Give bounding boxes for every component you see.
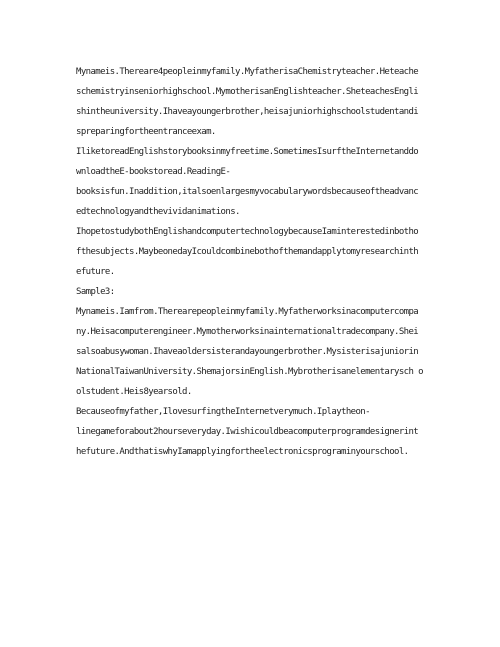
text-line: Becauseofmyfather,IlovesurfingtheInternetverymuch.Iplaytheon- <box>76 407 370 417</box>
text-line: salsoabusywoman.Ihaveaoldersisterandayoungerbrother.Mysisterisajuniorin <box>76 347 419 357</box>
text-line: wnloadtheE-bookstoread.ReadingE- <box>76 167 231 177</box>
text-line: NationalTaiwanUniversity.ShemajorsinEnglish.Mybrotherisanelementarysch o <box>76 367 423 377</box>
section-heading: Sample3: <box>76 287 115 297</box>
text-line: linegameforabout2hourseveryday.Iwishicouldbeacomputerprogramdesignerint <box>76 427 419 437</box>
text-line: olstudent.Heis8yearsold. <box>76 387 192 397</box>
text-line: spreparingfortheentranceexam. <box>76 127 216 137</box>
text-line: IliketoreadEnglishstorybooksinmyfreetime.SometimesIsurftheInternetanddo <box>76 147 419 157</box>
document-body <box>76 62 426 462</box>
text-line: fthesubjects.MaybeonedayIcouldcombinebothofthemandapplytomyresearchinth <box>76 247 419 257</box>
text-line: IhopetostudybothEnglishandcomputertechnologybecauseIaminterestedinbotho <box>76 227 419 237</box>
text-line: edtechnologyandthevividanimations. <box>76 207 240 217</box>
text-line: Mynameis.Thereare4peopleinmyfamily.MyfatherisaChemistryteacher.Heteache <box>76 67 419 77</box>
text-line: ny.Heisacomputerengineer.Mymotherworksinainternationaltradecompany.Shei <box>76 327 419 337</box>
text-line: Mynameis.Iamfrom.Therearepeopleinmyfamily.Myfatherworksinacomputercompa <box>76 307 419 317</box>
text-line: hefuture.AndthatiswhyIamapplyingfortheelectronicsprograminyourschool. <box>76 447 409 457</box>
text-line: booksisfun.Inaddition,italsoenlargesmyvocabularywordsbecauseoftheadvanc <box>76 187 419 197</box>
text-line: schemistryinseniorhighschool.MymotherisanEnglishteacher.SheteachesEngli <box>76 87 419 97</box>
text-line: shintheuniversity.Ihaveayoungerbrother,heisajuniorhighschoolstudentandi <box>76 107 419 117</box>
text-line: efuture. <box>76 267 115 277</box>
